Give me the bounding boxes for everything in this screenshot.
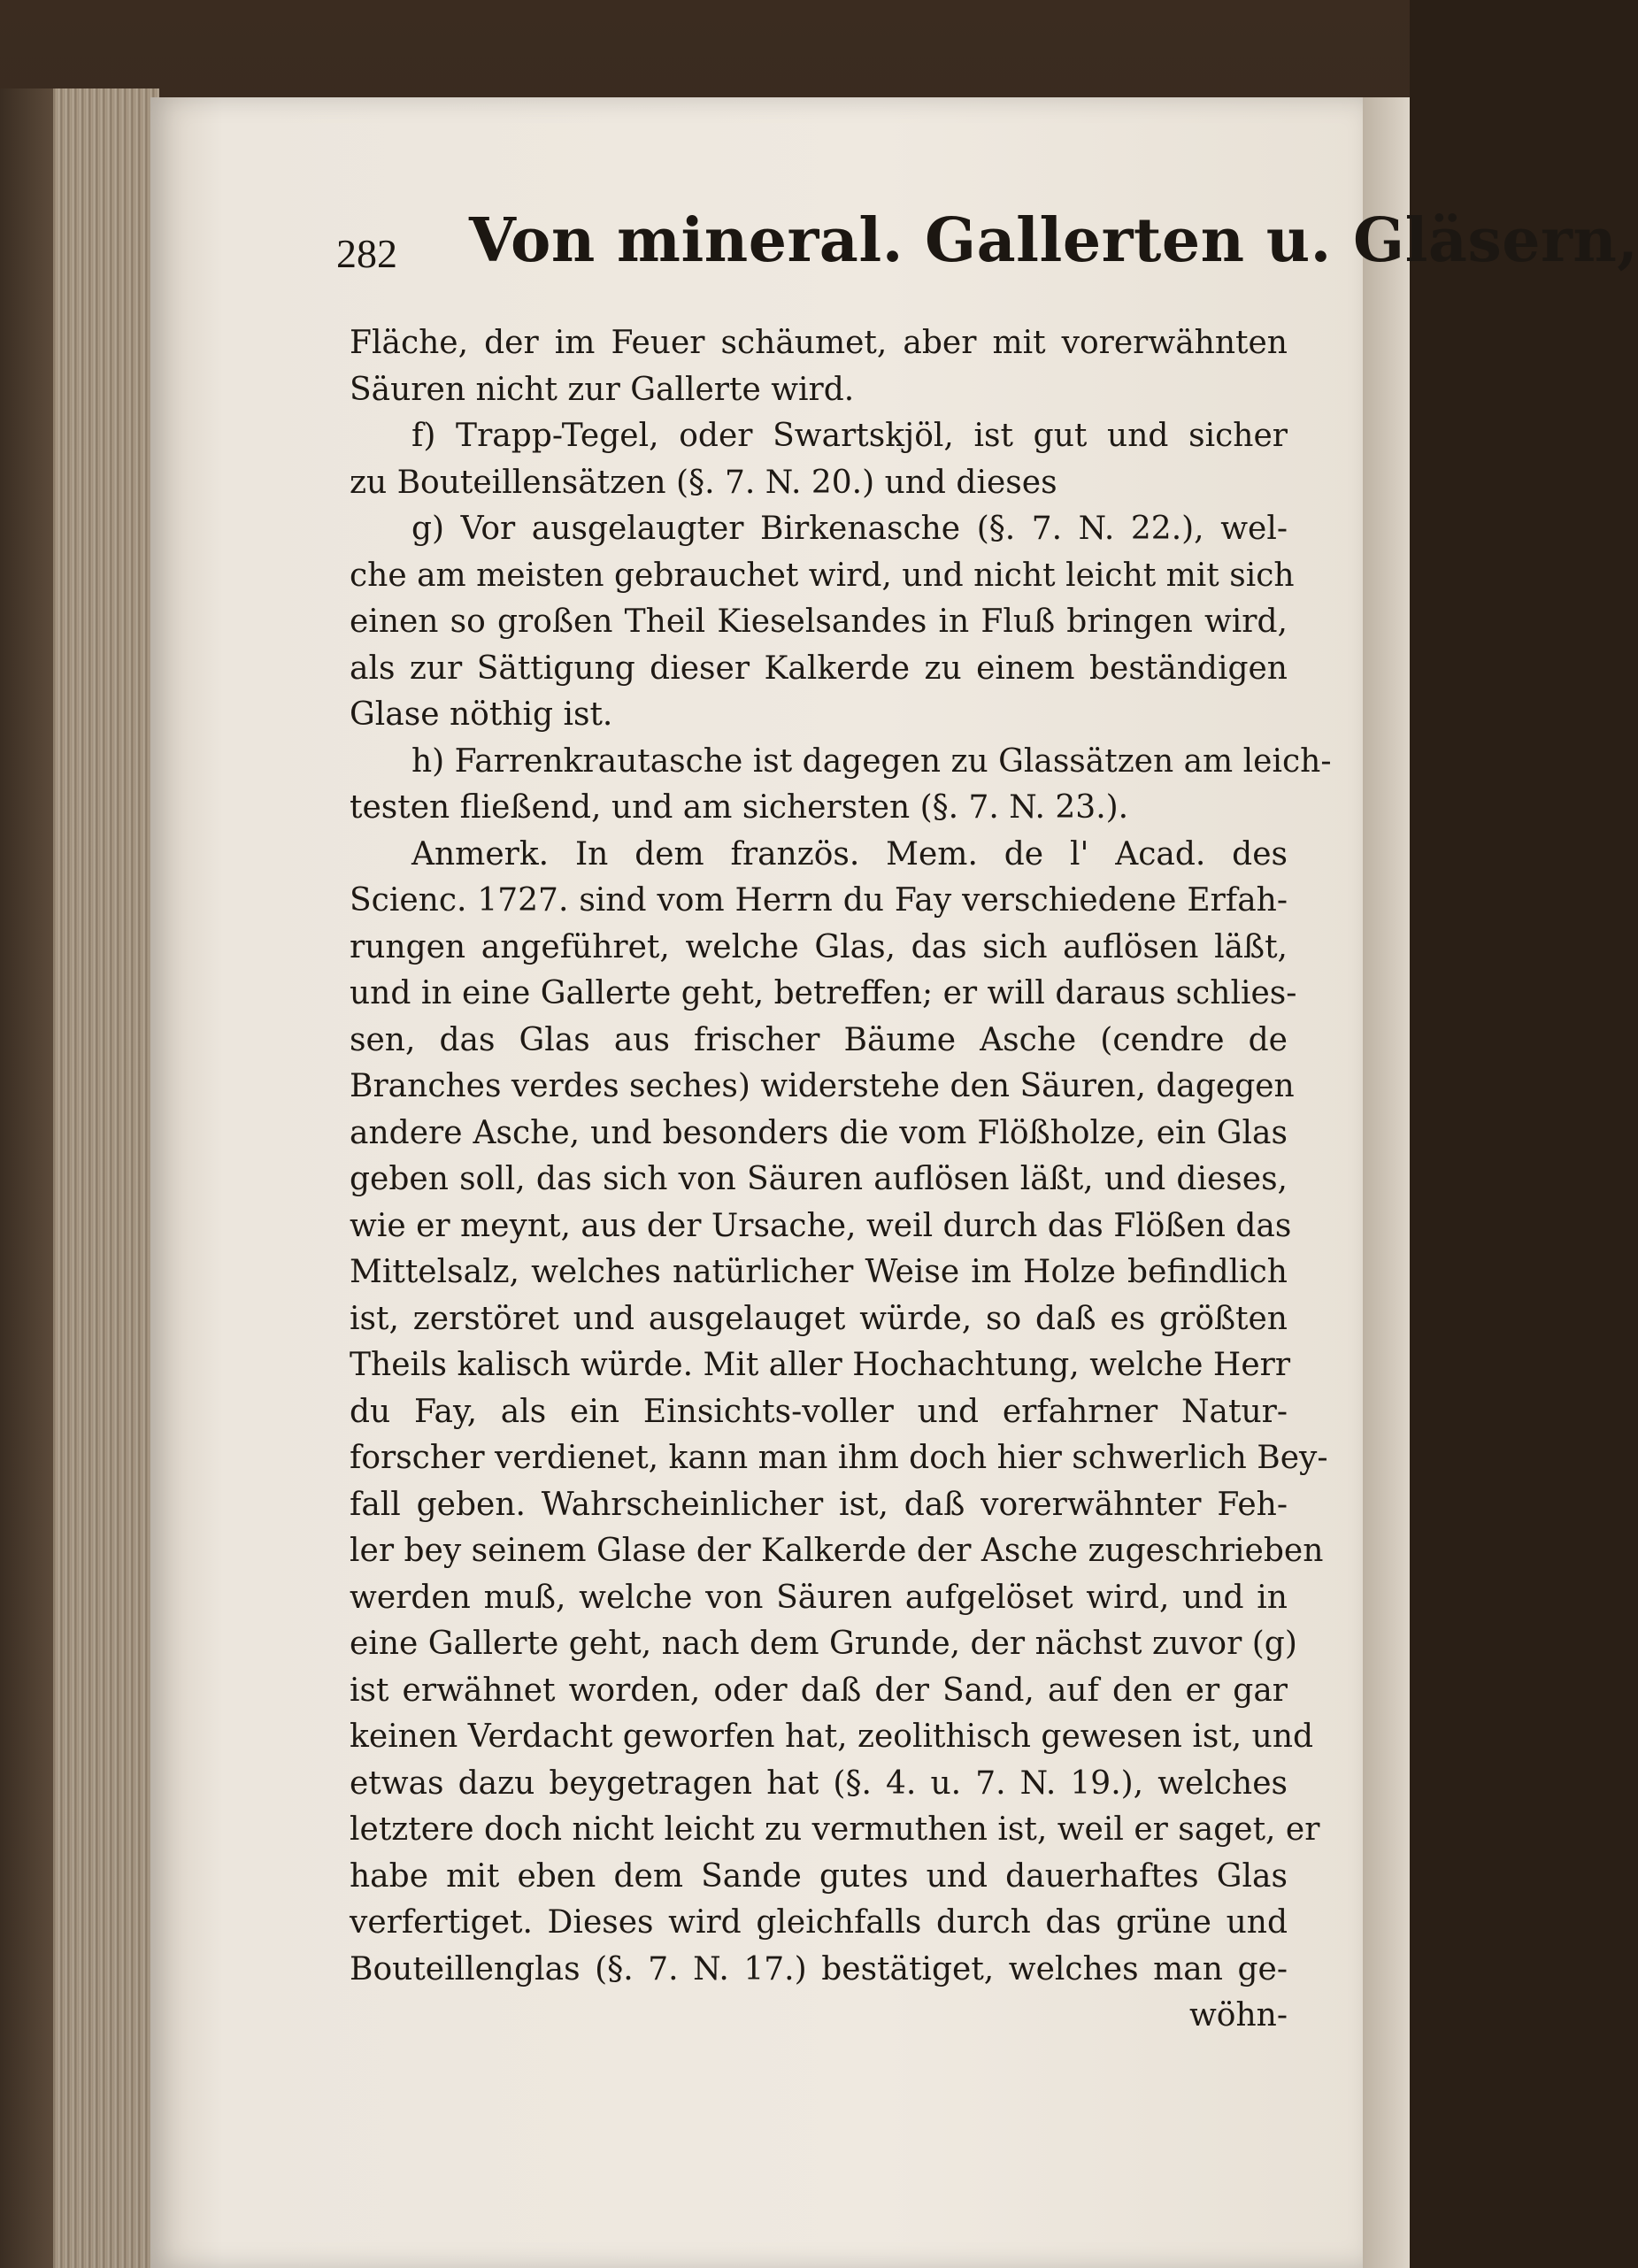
text-line: Bouteillenglas (§. 7. N. 17.) bestätiget, welches man ge- (350, 1950, 1288, 1987)
text-line: ist, zerstöret und ausgelauget würde, so daß es größten (350, 1300, 1288, 1337)
text-line: verfertiget. Dieses wird gleichfalls durch das grüne und (350, 1904, 1288, 1941)
text-line: testen fließend, und am sichersten (§. 7. N. 23.). (350, 789, 1129, 826)
running-title: Von mineral. Gallerten u. Gläsern, (469, 205, 1638, 276)
text-line: sen, das Glas aus frischer Bäume Asche (cendre de (350, 1021, 1288, 1058)
text-line: einen so großen Theil Kieselsandes in Fluß bringen wird, (350, 604, 1288, 640)
text-line: che am meisten gebrauchet wird, und nicht leicht mit sich (350, 557, 1295, 594)
text-line: geben soll, das sich von Säuren auflösen läßt, und dieses, (350, 1161, 1288, 1197)
text-line: wie er meynt, aus der Ursache, weil durch das Flößen das (350, 1207, 1292, 1244)
text-line: Theils kalisch würde. Mit aller Hochachtung, welche Herr (350, 1347, 1291, 1383)
text-line: eine Gallerte geht, nach dem Grunde, der nächst zuvor (g) (350, 1626, 1297, 1662)
text-line: Scienc. 1727. sind vom Herrn du Fay verschiedene Erfah- (350, 882, 1288, 919)
book-cover-edge (0, 88, 53, 2268)
text-line: Fläche, der im Feuer schäumet, aber mit vorerwähnten (350, 325, 1288, 361)
text-line: Branches verdes seches) widerstehe den Säuren, dagegen (350, 1068, 1295, 1104)
text-line: ler bey seinem Glase der Kalkerde der Asche zugeschrieben (350, 1533, 1324, 1569)
page-header (336, 205, 1638, 285)
text-line: Anmerk. In dem französ. Mem. de l' Acad. des (411, 835, 1288, 873)
text-line: letztere doch nicht leicht zu vermuthen ist, weil er saget, er (350, 1811, 1320, 1848)
facing-page-edge (1363, 97, 1410, 2268)
text-line: Glase nöthig ist. (350, 696, 613, 733)
text-line: Säuren nicht zur Gallerte wird. (350, 371, 855, 408)
text-line: f) Trapp-Tegel, oder Swartskjöl, ist gut und sicher (411, 418, 1288, 454)
text-line: etwas dazu beygetragen hat (§. 4. u. 7. N. 19.), welches (350, 1764, 1288, 1802)
text-line: Mittelsalz, welches natürlicher Weise im Holze befindlich (350, 1254, 1288, 1290)
text-line: zu Bouteillensätzen (§. 7. N. 20.) und dieses (350, 464, 1057, 501)
text-line: ist erwähnet worden, oder daß der Sand, auf den er gar (350, 1672, 1288, 1709)
text-line: forscher verdienet, kann man ihm doch hier schwerlich Bey- (350, 1440, 1328, 1476)
text-line: werden muß, welche von Säuren aufgelöset wird, und in (350, 1579, 1288, 1616)
text-line: fall geben. Wahrscheinlicher ist, daß vorerwähnter Feh- (350, 1486, 1288, 1523)
catchword: wöhn- (1188, 1997, 1288, 2034)
text-line: du Fay, als ein Einsichts-voller und erfahrner Natur- (350, 1393, 1288, 1430)
text-line: andere Asche, und besonders die vom Flößholze, ein Glas (350, 1114, 1288, 1151)
text-line: keinen Verdacht geworfen hat, zeolithisch gewesen ist, und (350, 1718, 1314, 1755)
text-line: habe mit eben dem Sande gutes und dauerhaftes Glas (350, 1857, 1288, 1895)
text-line: und in eine Gallerte geht, betreffen; er will daraus schlies- (350, 975, 1297, 1011)
text-line: als zur Sättigung dieser Kalkerde zu einem beständigen (350, 650, 1288, 687)
page-number: 282 (336, 231, 397, 276)
text-line: h) Farrenkrautasche ist dagegen zu Glassätzen am leich- (411, 742, 1332, 780)
body-text (350, 320, 1332, 2040)
text-line: g) Vor ausgelaugter Birkenasche (§. 7. N. 22.), wel- (411, 511, 1288, 547)
text-line: rungen angeführet, welche Glas, das sich auflösen läßt, (350, 928, 1288, 965)
